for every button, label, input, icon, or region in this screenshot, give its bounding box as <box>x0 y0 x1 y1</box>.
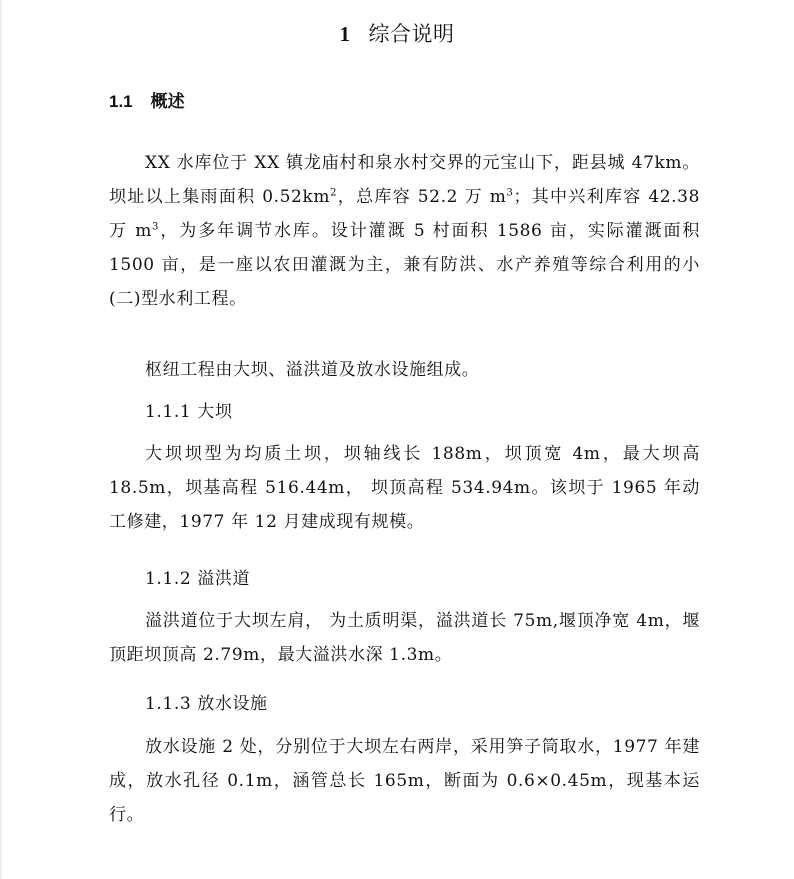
paragraph-overview-text-1: XX 水库位于 XX 镇龙庙村和泉水村交界的元宝山下，距县城 47km。坝址以上集雨面积 0.52km <box>109 153 700 207</box>
superscript-km2: 2 <box>330 187 338 199</box>
paragraph-overview-text-2: ，总库容 52.2 万 m <box>337 187 507 207</box>
chapter-title-text: 综合说明 <box>368 22 455 46</box>
section-title-text: 概述 <box>150 92 185 112</box>
subsection-spillway-heading: 1.1.2 溢洪道 <box>145 569 251 589</box>
paragraph-spillway: 溢洪道位于大坝左肩， 为土质明渠，溢洪道长 75m,堰顶净宽 4m，堰顶距坝顶高 2.79m，最大溢洪水深 1.3m。 <box>109 611 700 665</box>
section-number: 1.1 <box>109 92 133 111</box>
paragraph-overview-text-4: ，为多年调节水库。设计灌溉 5 村面积 1586 亩，实际灌溉面积 1500 亩，是一座以农田灌溉为主，兼有防洪、水产养殖等综合利用的小(二)型水利工程。 <box>109 221 701 309</box>
superscript-m3-usable: 3 <box>152 221 159 233</box>
section-title <box>109 89 185 115</box>
paragraph-outlet: 放水设施 2 处，分别位于大坝左右两岸，采用笋子筒取水，1977 年建成，放水孔径 0.1m，涵管总长 165m，断面为 0.6×0.45m，现基本运行。 <box>109 737 700 825</box>
subsection-outlet-heading: 1.1.3 放水设施 <box>145 694 268 714</box>
chapter-number: 1 <box>339 22 351 46</box>
chapter-title <box>0 18 794 50</box>
paragraph-dam: 大坝坝型为均质土坝，坝轴线长 188m，坝顶宽 4m，最大坝高 18.5m，坝基高程 516.44m， 坝顶高程 534.94m。该坝于 1965 年动工修建，1977 年 12 月建成现有规模。 <box>109 444 700 532</box>
paragraph-overview <box>109 146 700 316</box>
subsection-dam-heading: 1.1.1 大坝 <box>145 402 233 422</box>
paragraph-composition: 枢纽工程由大坝、溢洪道及放水设施组成。 <box>145 360 480 380</box>
paragraph-overview-text-3: ；其中兴利库容 42.38 万 m <box>109 187 701 241</box>
superscript-m3-total: 3 <box>506 187 514 199</box>
page-edge-shadow <box>0 0 3 879</box>
